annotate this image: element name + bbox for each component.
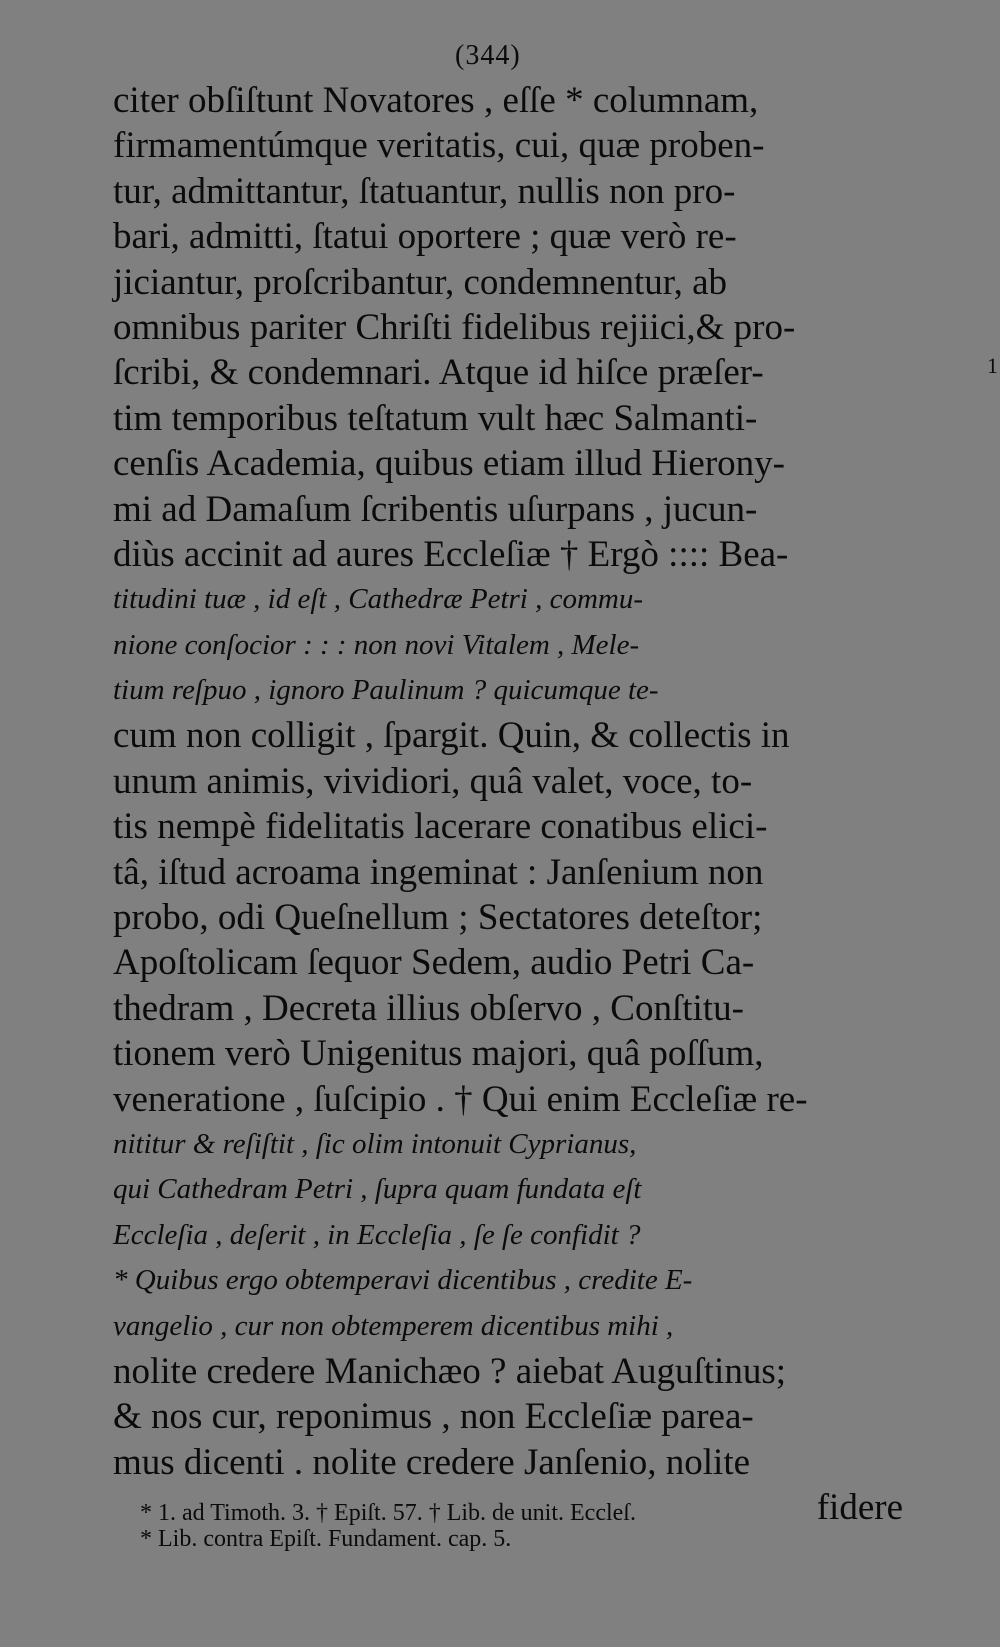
- text-line-19: probo, odi Queſnellum ; Sectatores deteſtor;: [113, 897, 763, 939]
- text-line-9: cenſis Academia, quibus etiam illud Hierony-: [113, 443, 785, 485]
- text-line-12: titudini tuæ , id eſt , Cathedræ Petri , commu-: [113, 583, 644, 616]
- text-line-11: diùs accinit ad aures Eccleſiæ † Ergò :::: Bea-: [113, 533, 789, 575]
- text-line-28: vangelio , cur non obtemperem dicentibus mihi ,: [113, 1309, 674, 1342]
- text-line-15: cum non colligit , ſpargit. Quin, & collectis in: [113, 715, 790, 757]
- text-line-21: thedram , Decreta illius obſervo , Conſtitu-: [113, 987, 744, 1029]
- footnote-2: * Lib. contra Epiſt. Fundament. cap. 5.: [140, 1526, 512, 1552]
- page-number: (344): [455, 40, 521, 71]
- text-line-14: tium reſpuo , ignoro Paulinum ? quicumque te-: [113, 674, 659, 707]
- text-line-20: Apoſtolicam ſequor Sedem, audio Petri Ca-: [113, 942, 755, 984]
- text-line-4: bari, admitti, ſtatui oportere ; quæ verò re-: [113, 216, 737, 258]
- text-line-18: tâ, iſtud acroama ingeminat : Janſenium non: [113, 851, 764, 893]
- footnote-1: * 1. ad Timoth. 3. † Epiſt. 57. † Lib. de unit. Eccleſ.: [140, 1500, 636, 1526]
- text-line-25: qui Cathedram Petri , ſupra quam fundata eſt: [113, 1173, 642, 1206]
- text-line-29: nolite credere Manichæo ? aiebat Auguſtinus;: [113, 1350, 786, 1392]
- text-line-5: jiciantur, proſcribantur, condemnentur, ab: [113, 261, 728, 303]
- text-line-6: omnibus pariter Chriſti fidelibus rejiici,& pro-: [113, 306, 796, 348]
- text-line-32: fidere: [816, 1487, 903, 1529]
- text-line-24: nititur & reſiſtit , ſic olim intonuit Cyprianus,: [113, 1127, 637, 1160]
- body-text: [113, 78, 903, 1531]
- text-line-27: * Quibus ergo obtemperavi dicentibus , credite E-: [113, 1264, 693, 1297]
- text-line-8: tim temporibus teſtatum vult hæc Salmanti-: [113, 397, 758, 439]
- text-line-30: & nos cur, reponimus , non Eccleſiæ parea-: [113, 1396, 754, 1438]
- text-line-22: tionem verò Unigenitus majori, quâ poſſum,: [113, 1033, 764, 1075]
- text-line-31: mus dicenti . nolite credere Janſenio, nolite: [113, 1441, 751, 1483]
- text-line-17: tis nempè fidelitatis lacerare conatibus elici-: [113, 806, 768, 848]
- text-line-1: citer obſiſtunt Novatores , eſſe * columnam,: [113, 80, 759, 121]
- footnotes: [140, 1500, 900, 1552]
- margin-mark: 1: [987, 353, 998, 378]
- text-line-10: mi ad Damaſum ſcribentis uſurpans , jucun-: [113, 488, 758, 530]
- text-line-13: nione conſocior : : : non novi Vitalem , Mele-: [113, 628, 640, 661]
- text-line-26: Eccleſia , deſerit , in Eccleſia , ſe ſe confidit ?: [113, 1218, 641, 1251]
- text-line-3: tur, admittantur, ſtatuantur, nullis non pro-: [113, 170, 736, 212]
- text-line-2: firmamentúmque veritatis, cui, quæ proben-: [113, 125, 765, 167]
- text-line-23: veneratione , ſuſcipio . † Qui enim Eccleſiæ re-: [113, 1078, 808, 1120]
- text-line-7: ſcribi, & condemnari. Atque id hiſce præſer-: [113, 352, 764, 394]
- text-line-16: unum animis, vividiori, quâ valet, voce, to-: [113, 760, 753, 802]
